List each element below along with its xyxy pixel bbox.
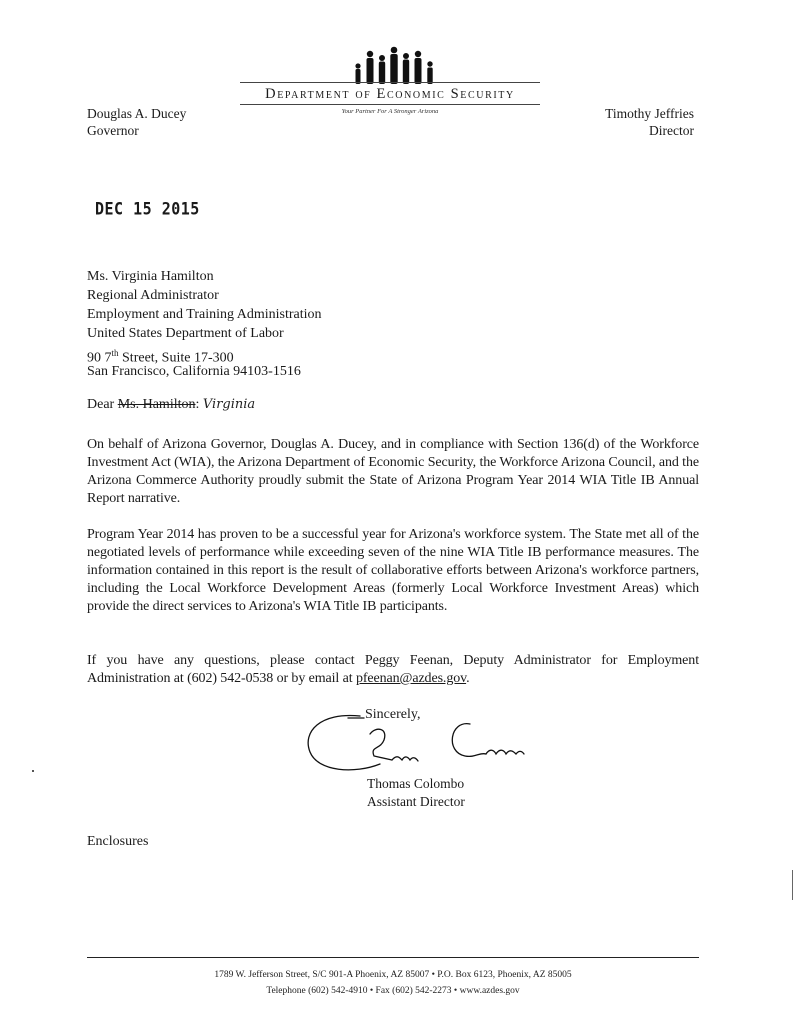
struck-name: Ms. Hamilton — [117, 397, 196, 412]
governor-name: Douglas A. Ducey — [87, 106, 187, 121]
family-figures-logo — [350, 46, 440, 86]
recipient-department: United States Department of Labor — [87, 326, 284, 341]
governor-title: Governor — [87, 123, 139, 138]
body-paragraph-2: Program Year 2014 has proven to be a successful year for Arizona's workforce system. The State met all of the negotiated levels of performance while exceeding seven of the nine WIA Title IB performance measures. The information contained in this report is the result of collaborative efforts between Arizona's workforce partners, including the Local Workforce Development Areas (formerly Local Workforce Investment Areas) which provide the direct services to Arizona's WIA Title IB participants. — [87, 527, 699, 614]
recipient-name: Ms. Virginia Hamilton — [87, 269, 214, 284]
signer-title: Assistant Director — [367, 794, 465, 809]
signer-name: Thomas Colombo — [367, 776, 465, 791]
salutation-prefix: Dear — [87, 397, 118, 412]
department-name: Department of Economic Security — [265, 86, 515, 102]
recipient-city: San Francisco, California 94103-1516 — [87, 364, 301, 379]
director-name: Timothy Jeffries — [605, 106, 694, 121]
body-paragraph-3 — [87, 652, 699, 688]
body-paragraph-1: On behalf of Arizona Governor, Douglas A. Ducey, and in compliance with Section 136(d) of the Workforce Investment Act (WIA), the Arizona Department of Economic Security, the Workforce Arizona Council, and the Arizona Commerce Authority proudly submit the State of Arizona Program Year 2014 WIA Title IB Annual Report narrative. — [87, 437, 699, 506]
date-stamp: DEC 15 2015 — [95, 198, 200, 220]
letterhead-rule-bottom — [240, 104, 540, 105]
street-ordinal: th — [111, 348, 119, 358]
letterhead-rule-top — [240, 82, 540, 83]
department-tagline: Your Partner For A Stronger Arizona — [341, 108, 439, 115]
footer-address: 1789 W. Jefferson Street, S/C 901-A Phoenix, AZ 85007 • P.O. Box 6123, Phoenix, AZ 85005 — [214, 970, 572, 980]
scan-speck — [32, 770, 34, 772]
email-link[interactable]: pfeenan@azdes.gov — [355, 671, 467, 686]
salutation-colon: : — [195, 397, 200, 412]
valediction: Sincerely, — [365, 707, 421, 722]
scan-edge-mark — [792, 870, 793, 900]
handwritten-name: Virginia — [202, 397, 256, 412]
contact-text: If you have any questions, please contact Peggy Feenan, Deputy Administrator for Employment Administration at (602) 542-0538 or by email at — [87, 653, 699, 686]
recipient-title: Regional Administrator — [87, 288, 219, 303]
salutation — [87, 397, 255, 413]
street-number: 90 7 — [87, 350, 112, 366]
footer-rule — [87, 957, 699, 958]
recipient-agency: Employment and Training Administration — [87, 307, 322, 322]
enclosures-label: Enclosures — [87, 834, 149, 849]
signature-image — [300, 712, 550, 782]
footer-contact: Telephone (602) 542-4910 • Fax (602) 542-2273 • www.azdes.gov — [266, 986, 520, 996]
director-title: Director — [649, 123, 694, 138]
street-rest: Street, Suite 17-300 — [118, 350, 234, 366]
contact-end: . — [466, 671, 470, 686]
